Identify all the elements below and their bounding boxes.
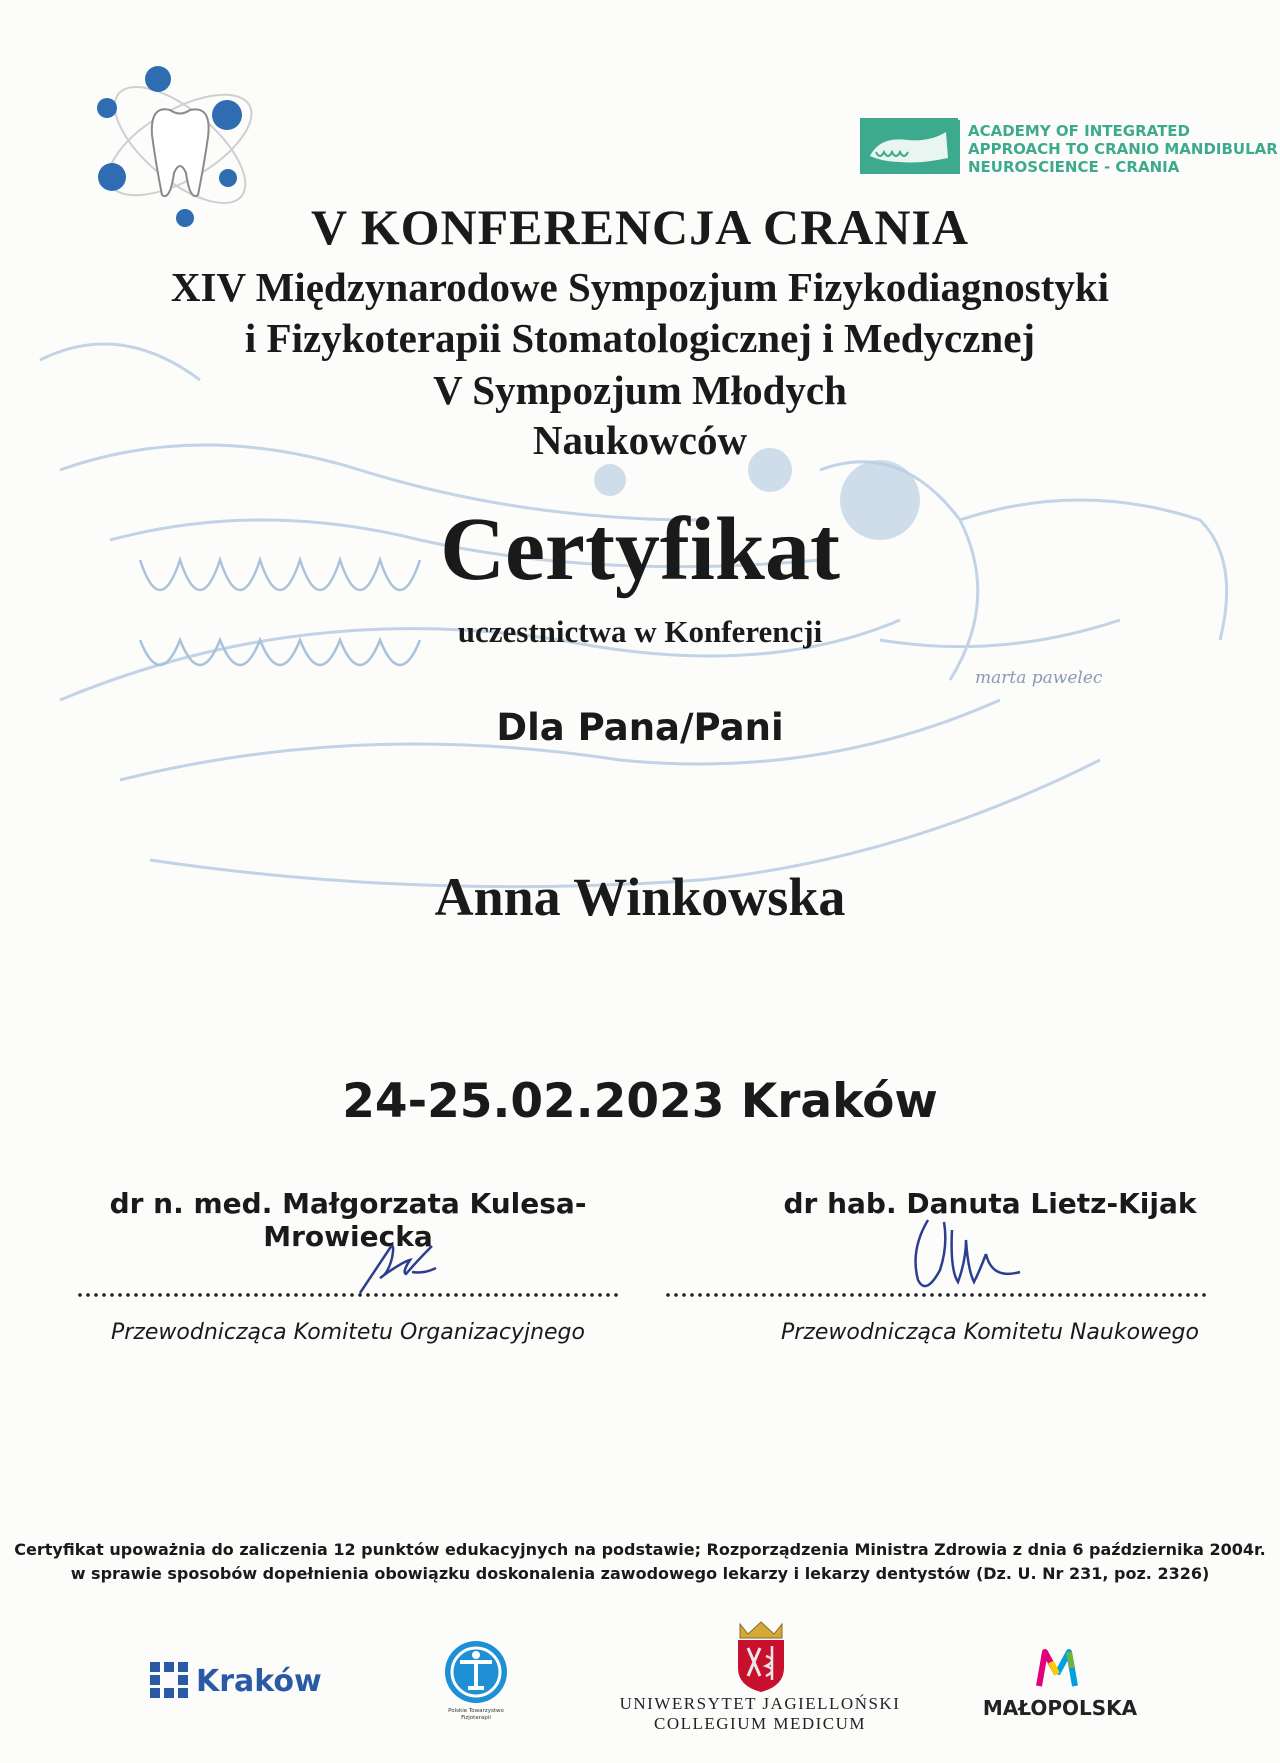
academy-name xyxy=(968,122,1278,176)
pttf-line: Fizjoterapii xyxy=(461,1715,491,1721)
certificate-title: Certyfikat xyxy=(440,500,840,599)
symposium-line: Naukowców xyxy=(532,417,748,463)
signer-name-scientific: dr hab. Danuta Lietz-Kijak xyxy=(783,1187,1197,1220)
krakow-grid-icon xyxy=(150,1662,188,1698)
date-place: 24-25.02.2023 Kraków xyxy=(342,1074,938,1129)
uj-line: UNIWERSYTET JAGIELLOŃSKI xyxy=(619,1694,901,1713)
academy-line: NEUROSCIENCE - CRANIA xyxy=(968,158,1180,176)
pttf-line: Polskie Towarzystwo xyxy=(448,1708,504,1714)
recipient-label: Dla Pana/Pani xyxy=(496,706,784,749)
academy-divider xyxy=(958,120,960,174)
malopolska-m-icon xyxy=(1035,1648,1079,1688)
signature-line-organizing xyxy=(76,1290,620,1300)
malopolska-logo-text: MAŁOPOLSKA xyxy=(982,1696,1138,1720)
signature-scientific xyxy=(900,1210,1030,1300)
signer-name-organizing: dr n. med. Małgorzata Kulesa-Mrowiecka xyxy=(109,1187,587,1253)
krakow-logo-text: Kraków xyxy=(196,1664,322,1699)
signature-line-scientific xyxy=(664,1290,1208,1300)
academy-jaw-logo xyxy=(860,118,958,174)
footnote-line: Certyfikat upoważnia do zaliczenia 12 punktów edukacyjnych na podstawie; Rozporządzenia Ministra Zdrowia z dnia 6 października 2004r. xyxy=(14,1540,1266,1559)
uj-line: COLLEGIUM MEDICUM xyxy=(653,1714,867,1733)
symposium-line: i Fizykoterapii Stomatologicznej i Medycznej xyxy=(244,315,1036,361)
symposium-line: V Sympozjum Młodych xyxy=(433,367,847,413)
uj-crest-logo xyxy=(726,1620,796,1694)
signer-role-organizing: Przewodnicząca Komitetu Organizacyjnego xyxy=(111,1320,585,1345)
signer-role-scientific: Przewodnicząca Komitetu Naukowego xyxy=(781,1320,1199,1345)
uj-logo-text xyxy=(610,1694,910,1734)
academy-line: ACADEMY OF INTEGRATED xyxy=(968,122,1191,140)
certificate-subtitle: uczestnictwa w Konferencji xyxy=(457,614,823,649)
artist-signature: marta pawelec xyxy=(975,668,1103,688)
symposium-line: XIV Międzynarodowe Sympozjum Fizykodiagnostyki xyxy=(170,264,1110,310)
signature-organizing xyxy=(350,1238,460,1298)
footnote-line: w sprawie sposobów dopełnienia obowiązku doskonalenia zawodowego lekarzy i lekarzy dentystów (Dz. U. Nr 231, poz. 2326) xyxy=(70,1564,1210,1583)
pttf-logo xyxy=(440,1640,512,1722)
academy-line: APPROACH TO CRANIO MANDIBULAR xyxy=(968,140,1278,158)
conference-title: V KONFERENCJA CRANIA xyxy=(310,199,969,255)
recipient-name: Anna Winkowska xyxy=(434,867,846,927)
